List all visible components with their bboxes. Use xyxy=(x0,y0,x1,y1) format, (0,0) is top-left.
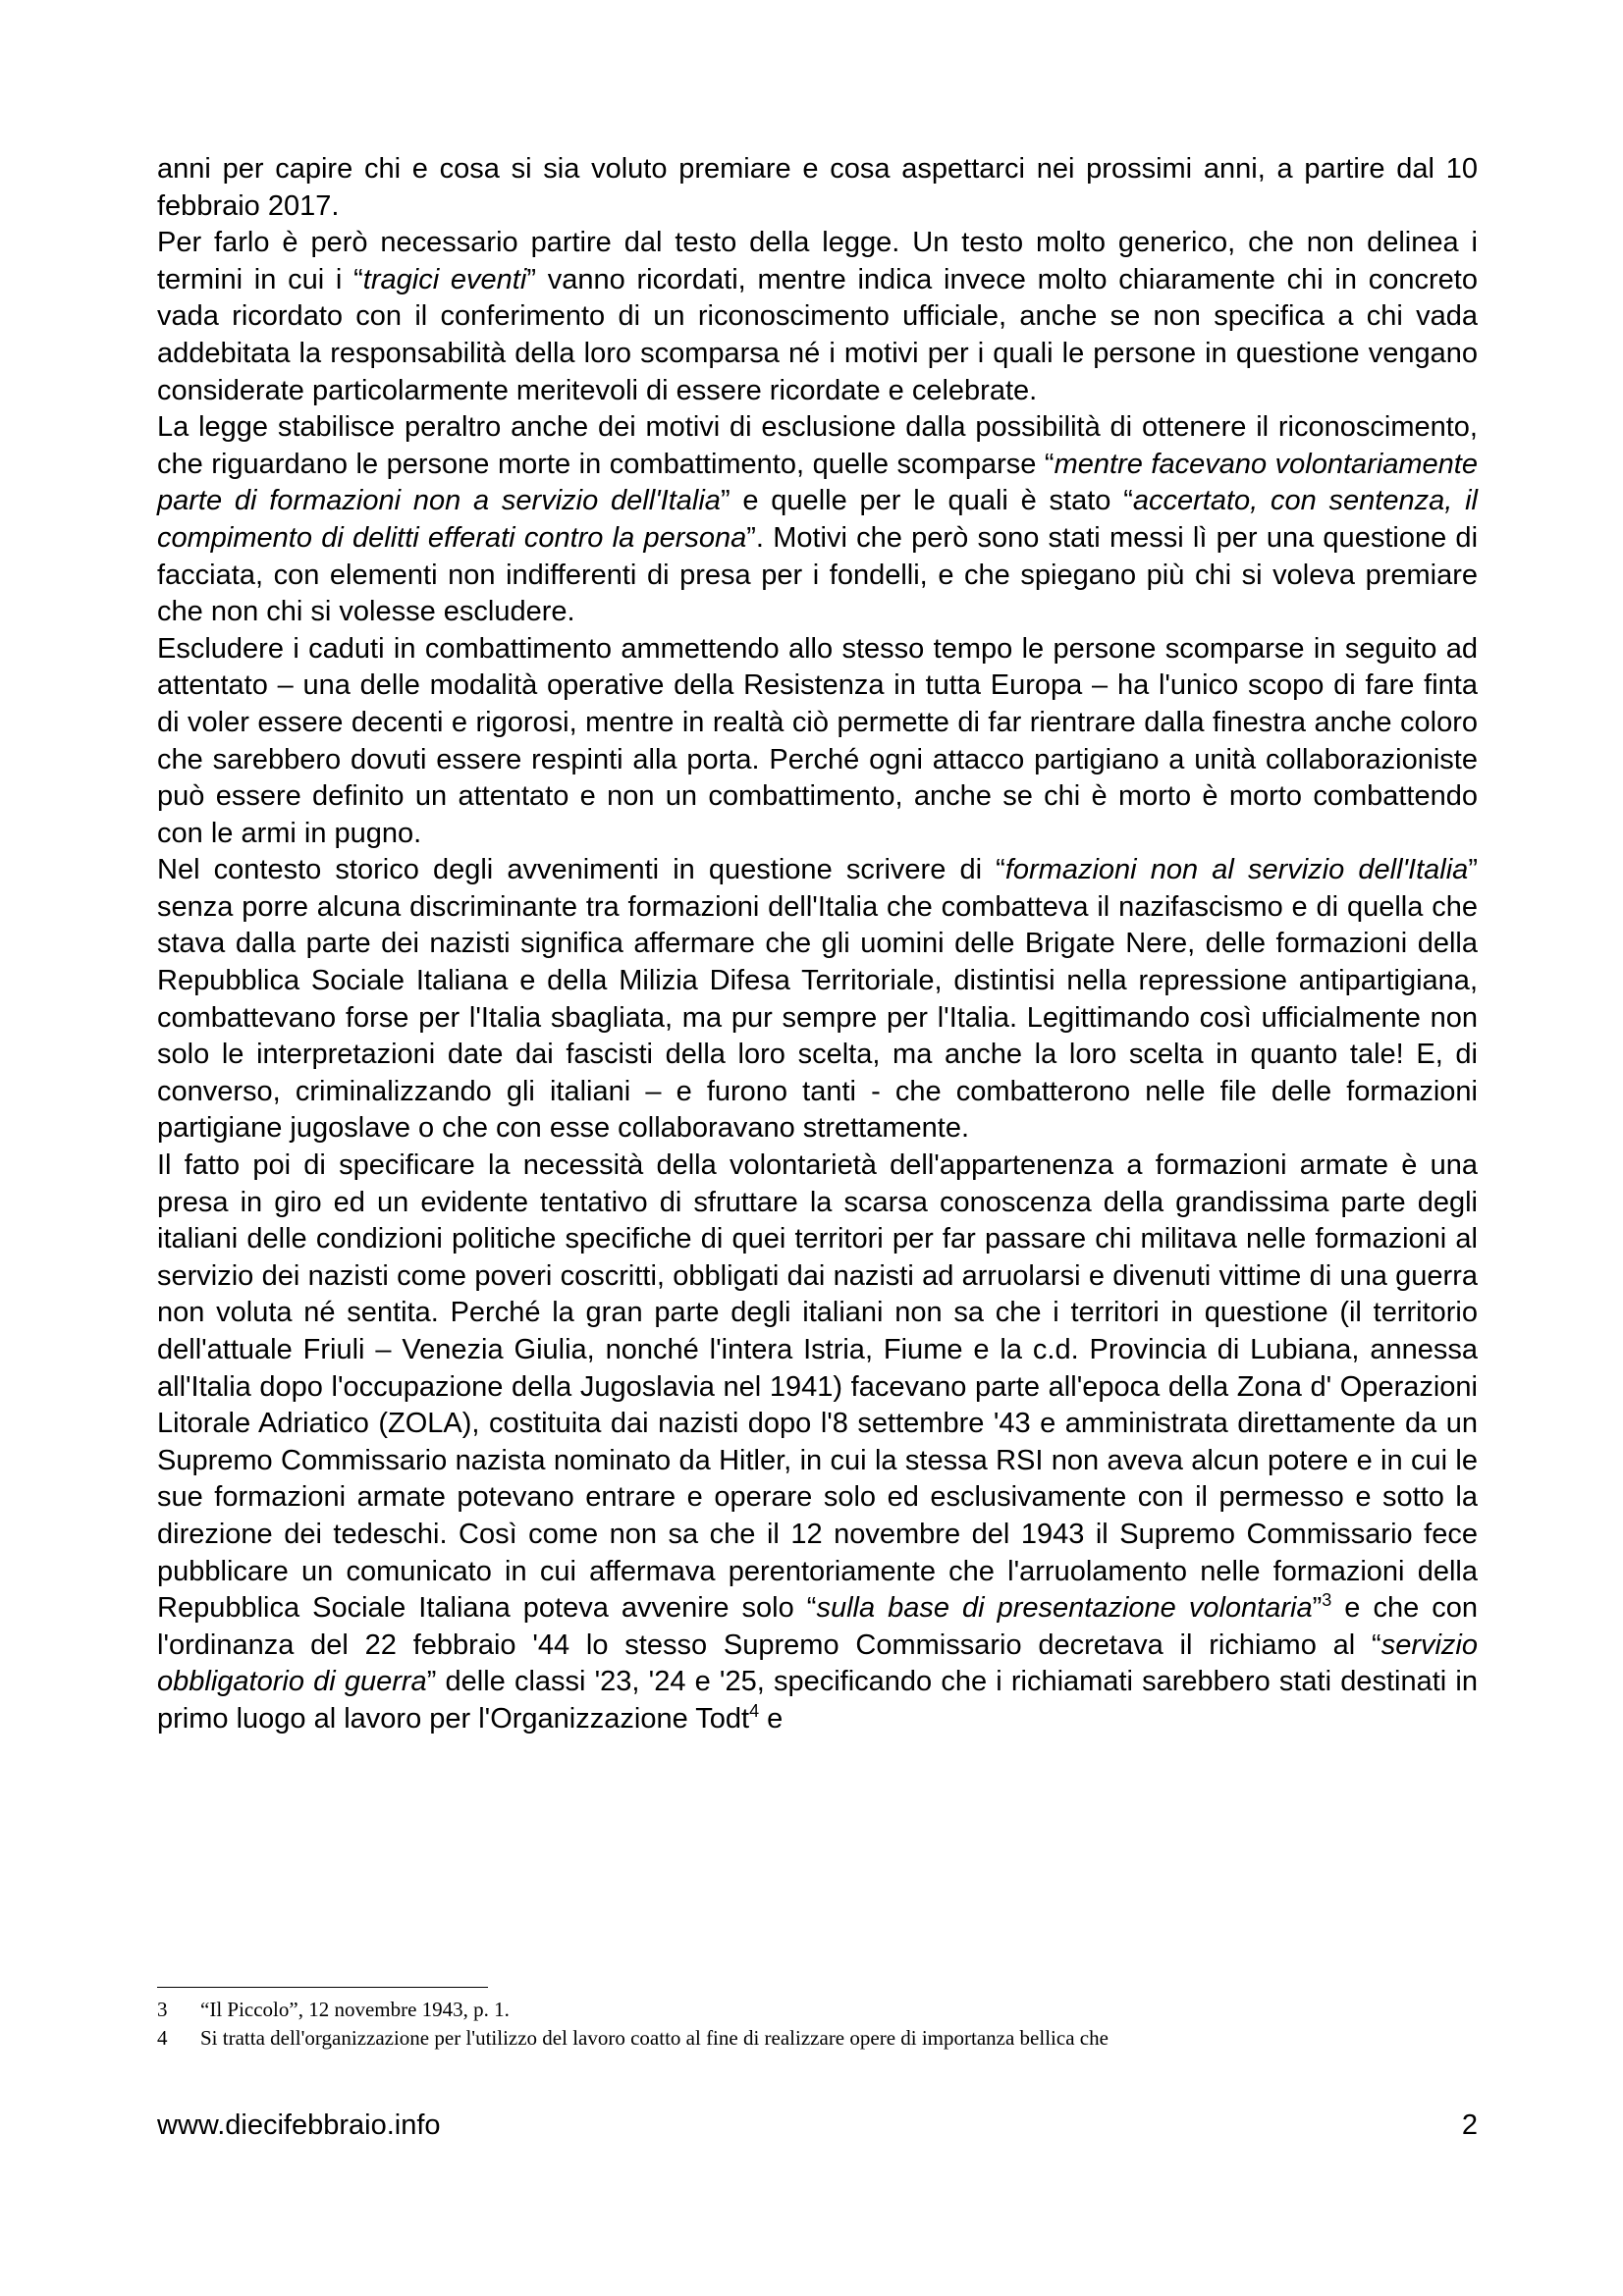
footnote-number: 3 xyxy=(157,1998,168,2021)
footnote-number: 4 xyxy=(157,2026,168,2050)
footnote-ref: 4 xyxy=(749,1700,760,1721)
paragraph xyxy=(157,1148,1478,1738)
body-text xyxy=(157,151,1478,1738)
text-run: ” e quelle per le quali è stato “ xyxy=(720,485,1133,517)
quoted-text: mentre facevano volontariamente parte di formazioni non a servizio dell'Italia xyxy=(157,448,1478,517)
footnote-separator xyxy=(157,1987,488,1988)
text-run: Nel contesto storico degli avvenimenti in questione scrivere di “ xyxy=(157,854,1005,886)
text-run: ” vanno ricordati, mentre indica invece molto chiaramente chi in concreto vada ricordato con il conferimento di un riconoscimento ufficiale, anche se non specifica a chi vada addebitata la responsabilità della loro scomparsa né i motivi per i quali le persone in questione vengano considerate particolarmente meritevoli di essere ricordate e celebrate. xyxy=(157,263,1478,406)
quoted-text: tragici eventi xyxy=(362,263,527,295)
quoted-text: accertato, con sentenza, il compimento di delitti efferati contro la persona xyxy=(157,485,1478,554)
text-run: ” delle classi '23, '24 e '25, specificando che i richiamati sarebbero stati destinati in primo luogo al lavoro per l'Organizzazione Todt xyxy=(157,1666,1478,1735)
paragraph xyxy=(157,225,1478,409)
text-run: anni per capire chi e cosa si sia voluto premiare e cosa aspettarci nei prossimi anni, a partire dal 10 febbraio 2017. xyxy=(157,153,1478,222)
text-run: La legge stabilisce peraltro anche dei motivi di esclusione dalla possibilità di ottenere il riconoscimento, che riguardano le persone morte in combattimento, quelle scomparse “ xyxy=(157,411,1478,480)
footnotes xyxy=(157,1996,1478,2053)
quoted-text: sulla base di presentazione volontaria xyxy=(816,1592,1313,1625)
text-run: Per farlo è però necessario partire dal testo della legge. Un testo molto generico, che non delinea i termini in cui i “ xyxy=(157,227,1478,295)
text-run: e xyxy=(759,1702,784,1735)
text-run: e che con l'ordinanza del 22 febbraio '44 lo stesso Supremo Commissario decretava il richiamo al “ xyxy=(157,1592,1478,1661)
text-run: ” senza porre alcuna discriminante tra formazioni dell'Italia che combatteva il nazifascismo e di quella che stava dalla parte dei nazisti significa affermare che gli uomini delle Brigate Nere, delle formazioni della Repubblica Sociale Italiana e della Milizia Difesa Territoriale, distintisi nella repressione antipartigiana, combattevano forse per l'Italia sbagliata, ma pur sempre per l'Italia. Legittimando così ufficialmente non solo le interpretazioni date dai fascisti della loro scelta, ma anche la loro scelta in quanto tale! E, di converso, criminalizzando gli italiani – e furono tanti - che combatterono nelle file delle formazioni partigiane jugoslave o che con esse collaboravano strettamente. xyxy=(157,854,1478,1145)
text-run: ”. Motivi che però sono stati messi lì per una questione di facciata, con elementi non indifferenti di presa per i fondelli, e che spiegano più chi si voleva premiare che non chi si volesse escludere. xyxy=(157,521,1479,628)
quoted-text: formazioni non al servizio dell'Italia xyxy=(1004,854,1469,886)
footnote xyxy=(157,2024,1478,2053)
text-run: Il fatto poi di specificare la necessità della volontarietà dell'appartenenza a formazioni armate è una presa in giro ed un evidente tentativo di sfruttare la scarsa conoscenza della grandissima parte degli italiani delle condizioni politiche specifiche di quei territori per far passare chi militava nelle formazioni al servizio dei nazisti come poveri coscritti, obbligati dai nazisti ad arruolarsi e divenuti vittime di una guerra non voluta né sentita. Perché la gran parte degli italiani non sa che i territori in questione (il territorio dell'attuale Friuli – Venezia Giulia, nonché l'intera Istria, Fiume e la c.d. Provincia di Lubiana, annessa all'Italia dopo l'occupazione della Jugoslavia nel 1941) facevano parte all'epoca della Zona d' Operazioni Litorale Adriatico (ZOLA), costituita dai nazisti dopo l'8 settembre '43 e amministrata direttamente da un Supremo Commissario nazista nominato da Hitler, in cui la stessa RSI non aveva alcun potere e in cui le sue formazioni armate potevano entrare e operare solo ed esclusivamente con il permesso e sotto la direzione dei tedeschi. Così come non sa che il 12 novembre del 1943 il Supremo Commissario fece pubblicare un comunicato in cui affermava perentoriamente che l'arruolamento nelle formazioni della Repubblica Sociale Italiana poteva avvenire solo “ xyxy=(157,1149,1478,1625)
text-run: Escludere i caduti in combattimento ammettendo allo stesso tempo le persone scomparse in seguito ad attentato – una delle modalità operative della Resistenza in tutta Europa – ha l'unico scopo di fare finta di voler essere decenti e rigorosi, mentre in realtà ciò permette di far rientrare dalla finestra anche coloro che sarebbero dovuti essere respinti alla porta. Perché ogni attacco partigiano a unità collaborazioniste può essere definito un attentato e non un combattimento, anche se chi è morto è morto combattendo con le armi in pugno. xyxy=(157,632,1478,849)
paragraph xyxy=(157,151,1478,225)
page-number: 2 xyxy=(1461,2109,1478,2141)
text-run: ” xyxy=(1312,1592,1323,1625)
footnote xyxy=(157,1996,1478,2024)
quoted-text: servizio obbligatorio di guerra xyxy=(157,1629,1478,1698)
page-footer xyxy=(157,2109,1478,2142)
footnote-ref: 3 xyxy=(1322,1590,1332,1611)
paragraph xyxy=(157,631,1478,853)
footer-website: www.diecifebbraio.info xyxy=(157,2109,441,2141)
paragraph xyxy=(157,409,1478,631)
paragraph xyxy=(157,852,1478,1148)
footnote-text: Si tratta dell'organizzazione per l'utilizzo del lavoro coatto al fine di realizzare opere di importanza bellica che xyxy=(200,2026,1109,2050)
footnote-text: “Il Piccolo”, 12 novembre 1943, p. 1. xyxy=(200,1998,510,2021)
